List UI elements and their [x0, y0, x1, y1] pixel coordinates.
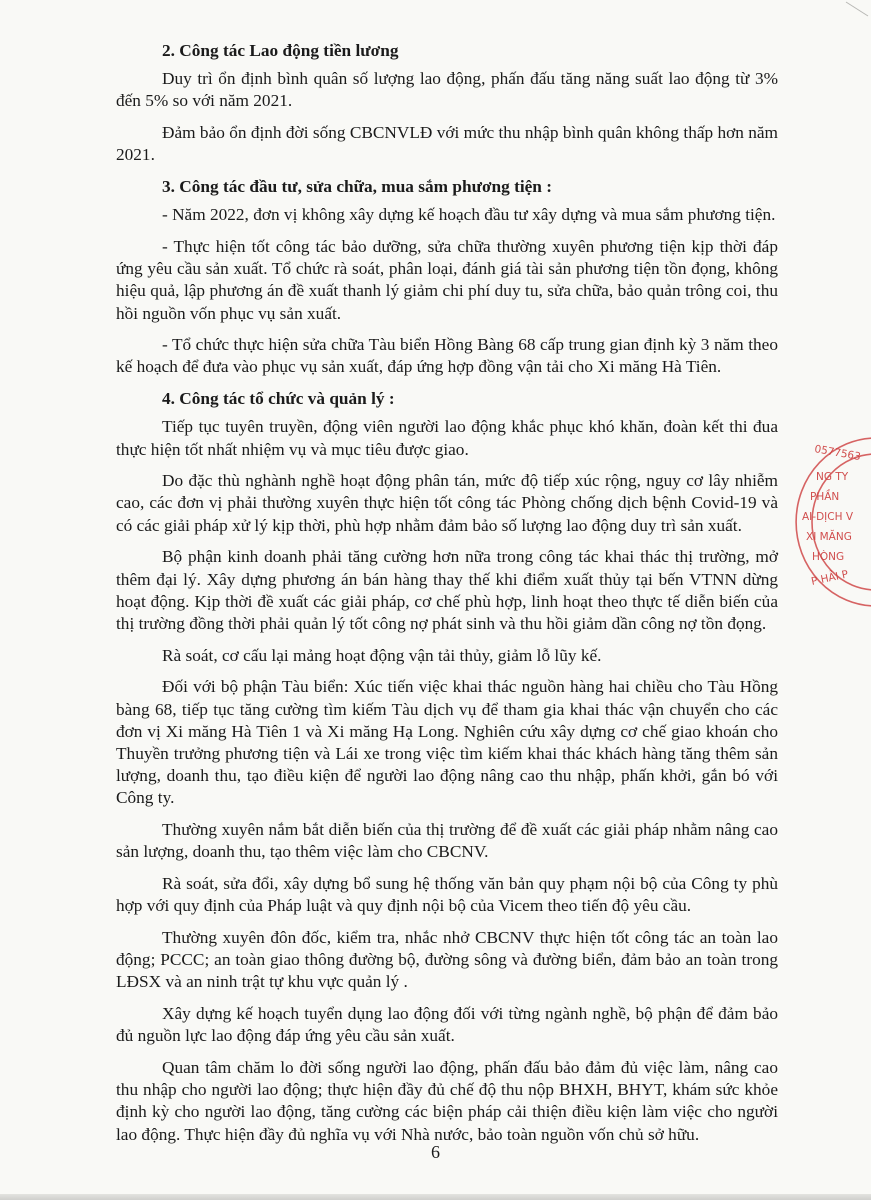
- svg-text:PHẦN: PHẦN: [810, 491, 840, 503]
- paragraph: Bộ phận kinh doanh phải tăng cường hơn nữa trong công tác khai thác thị trường, mở thêm đại lý. Xây dựng phương án bán hàng thay thế khi điểm xuất thủy tại bến VTNN dừng hoạt động. Kịp thời đề xuất các giải pháp, cơ chế phù hợp, linh hoạt theo thực tế diễn biến của thị trường đồng thời phải quản lý tốt công nợ phát sinh và thu hồi giảm dần công nợ tồn đọng.: [116, 547, 778, 633]
- paragraph: Rà soát, sửa đổi, xây dựng bổ sung hệ thống văn bản quy phạm nội bộ của Công ty phù hợp với quy định của Pháp luật và quy định nội bộ của Vicem theo tiến độ yêu cầu.: [116, 874, 778, 916]
- svg-text:AI-DỊCH V: AI-DỊCH V: [802, 511, 853, 523]
- scan-bottom-edge: [0, 1194, 871, 1200]
- paragraph: Do đặc thù nghành nghề hoạt động phân tán, mức độ tiếp xúc rộng, nguy cơ lây nhiễm cao, các đơn vị phải thường xuyên thực hiện tốt công tác Phòng chống dịch bệnh Covid-19 và có các giải pháp xử lý kịp thời, phù hợp nhằm đảm bảo số lượng lao động duy trì sản xuất.: [116, 471, 778, 535]
- page-number: 6: [431, 1142, 440, 1162]
- paragraph: Đảm bảo ổn định đời sống CBCNVLĐ với mức thu nhập bình quân không thấp hơn năm 2021.: [116, 123, 778, 165]
- paragraph: - Năm 2022, đơn vị không xây dựng kế hoạch đầu tư xây dựng và mua sắm phương tiện.: [162, 205, 776, 225]
- document-body: [116, 40, 778, 1155]
- paragraph: Thường xuyên nắm bắt diễn biến của thị trường để đề xuất các giải pháp nhằm nâng cao sản lượng, doanh thu, tạo thêm việc làm cho CBCNV.: [116, 820, 778, 862]
- section-heading: 4. Công tác tổ chức và quản lý :: [162, 389, 395, 409]
- paragraph: Thường xuyên đôn đốc, kiểm tra, nhắc nhở CBCNV thực hiện tốt công tác an toàn lao động; PCCC; an toàn giao thông đường bộ, đường sông và đường biển, đảm bảo an toàn trong LĐSX và an ninh trật tự khu vực quản lý .: [116, 927, 778, 992]
- paragraph: - Tổ chức thực hiện sửa chữa Tàu biển Hồng Bàng 68 cấp trung gian định kỳ 3 năm theo kế hoạch để đưa vào phục vụ sản xuất, đáp ứng hợp đồng vận tải cho Xi măng Hà Tiên.: [116, 335, 778, 377]
- svg-text:P HẢI P: P HẢI P: [810, 568, 850, 588]
- company-seal-stamp: [790, 430, 871, 615]
- section-heading: 2. Công tác Lao động tiền lương: [162, 41, 399, 60]
- paragraph: Quan tâm chăm lo đời sống người lao động, phấn đấu bảo đảm đủ việc làm, nâng cao thu nhập cho người lao động; thực hiện đầy đủ chế độ thu nộp BHXH, BHYT, khám sức khỏe định kỳ cho người lao động, tăng cường các biện pháp cải thiện điều kiện làm việc cho người lao động. Thực hiện đầy đủ nghĩa vụ với Nhà nước, bảo toàn nguồn vốn chủ sở hữu.: [116, 1057, 778, 1144]
- section-heading: 3. Công tác đầu tư, sửa chữa, mua sắm phương tiện :: [162, 177, 552, 197]
- paragraph: Tiếp tục tuyên truyền, động viên người lao động khắc phục khó khăn, đoàn kết thi đua thực hiện tốt nhất nhiệm vụ và mục tiêu được giao.: [116, 417, 778, 459]
- scan-corner-mark: [842, 0, 871, 22]
- svg-text:XI MĂNG: XI MĂNG: [806, 531, 852, 543]
- paragraph: Rà soát, cơ cấu lại mảng hoạt động vận tải thủy, giảm lỗ lũy kế.: [162, 645, 602, 665]
- svg-text:HÒNG: HÒNG: [812, 551, 845, 563]
- paragraph: Xây dựng kế hoạch tuyển dụng lao động đối với từng ngành nghề, bộ phận để đảm bảo đủ nguồn lực lao động đáp ứng yêu cầu sản xuất.: [116, 1004, 778, 1046]
- svg-text:NG TY: NG TY: [816, 471, 849, 483]
- paragraph: - Thực hiện tốt công tác bảo dưỡng, sửa chữa thường xuyên phương tiện kịp thời đáp ứng yêu cầu sản xuất. Tổ chức rà soát, phân loại, đánh giá tài sản phương tiện tồn đọng, không hiệu quả, lập phương án đề xuất thanh lý giảm chi phí duy tu, sửa chữa, bảo quản trông coi, thu hồi nguồn vốn phục vụ sản xuất.: [116, 236, 778, 323]
- paragraph: Đối với bộ phận Tàu biển: Xúc tiến việc khai thác nguồn hàng hai chiều cho Tàu Hồng bàng 68, tiếp tục tăng cường tìm kiếm Tàu dịch vụ để tham gia khai thác vận chuyển cho các đơn vị Xi măng Hà Tiên 1 và Xi măng Hạ Long. Nghiên cứu xây dựng cơ chế giao khoán cho Thuyền trưởng phương tiện và Lái xe trong việc tìm kiếm khai thác khách hàng tăng thêm sản lượng, doanh thu, tạo điều kiện để người lao động nâng cao thu nhập, phấn khởi, gắn bó với Công ty.: [116, 677, 778, 808]
- paragraph: Duy trì ổn định bình quân số lượng lao động, phấn đấu tăng năng suất lao động từ 3% đến 5% so với năm 2021.: [116, 69, 778, 111]
- svg-text:0577563: 0577563: [813, 443, 862, 464]
